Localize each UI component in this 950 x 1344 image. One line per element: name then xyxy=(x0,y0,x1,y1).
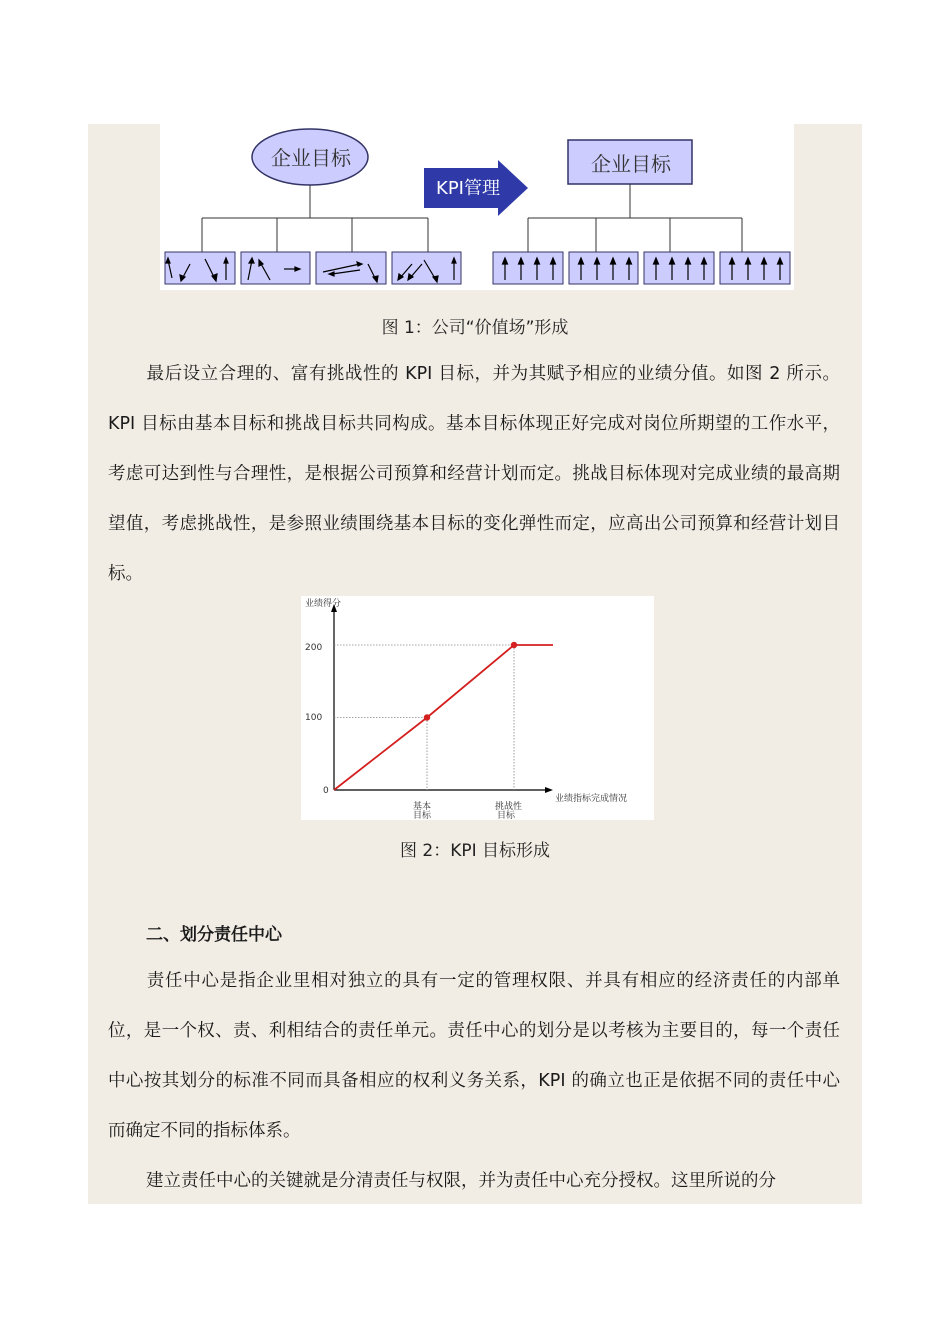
data-point xyxy=(424,714,430,720)
data-point xyxy=(511,642,517,648)
kpi-management-label: KPI管理 xyxy=(436,178,500,199)
unit-box xyxy=(241,252,310,284)
y-tick-100: 100 xyxy=(305,713,323,723)
y-tick-200: 200 xyxy=(305,643,323,653)
x-tick-challenge-line2: 目标 xyxy=(497,811,516,821)
unit-box xyxy=(569,252,638,284)
figure2-caption: 图 2：KPI 目标形成 xyxy=(399,841,551,861)
unit-box xyxy=(392,252,461,284)
paragraph-authorization-text: 建立责任中心的关键就是分清责任与权限，并为责任中心充分授权。这里所说的分 xyxy=(146,1171,776,1191)
section-heading: 二、划分责任中心 xyxy=(146,925,282,945)
series-line xyxy=(334,645,553,790)
paragraph-responsibility-center-text: 责任中心是指企业里相对独立的具有一定的管理权限、并具有相应的经济责任的内部单位，是一个权、责、利相结合的责任单元。责任中心的划分是以考核为主要目的，每一个责任中心按其划分的标准不同而具备相应的权利义务关系，KPI 的确立也正是依据不同的责任中心而确定不同的指标体系。 xyxy=(108,971,840,1141)
unit-box xyxy=(165,252,235,284)
right-goal-label: 企业目标 xyxy=(591,152,671,176)
paragraph-authorization xyxy=(108,1156,840,1206)
x-tick-basic-line2: 目标 xyxy=(413,811,432,821)
y-axis-label: 业绩得分 xyxy=(305,599,342,609)
x-tick-challenge-line1: 挑战性 xyxy=(495,802,523,812)
kpi-line-chart xyxy=(301,596,654,820)
figure-value-field xyxy=(160,124,794,290)
paragraph-kpi-targets-text: 最后设立合理的、富有挑战性的 KPI 目标，并为其赋予相应的业绩分值。如图 2 所示。KPI 目标由基本目标和挑战目标共同构成。基本目标体现正好完成对岗位所期望的工作水平，考虑可达到性与合理性，是根据公司预算和经营计划而定。挑战目标体现对完成业绩的最高期望值，考虑挑战性，是参照业绩围绕基本目标的变化弹性而定，应高出公司预算和经营计划目标。 xyxy=(108,364,840,584)
left-goal-label: 企业目标 xyxy=(271,146,351,170)
y-tick-0: 0 xyxy=(323,786,329,796)
paragraph-kpi-targets xyxy=(108,349,840,599)
x-axis-arrowhead xyxy=(545,787,553,793)
paragraph-responsibility-center xyxy=(108,956,840,1156)
x-axis-label: 业绩指标完成情况 xyxy=(555,794,628,804)
x-tick-basic-line1: 基本 xyxy=(413,802,432,812)
figure-kpi-target-chart xyxy=(301,596,654,820)
figure1-caption: 图 1：公司“价值场”形成 xyxy=(381,318,569,338)
